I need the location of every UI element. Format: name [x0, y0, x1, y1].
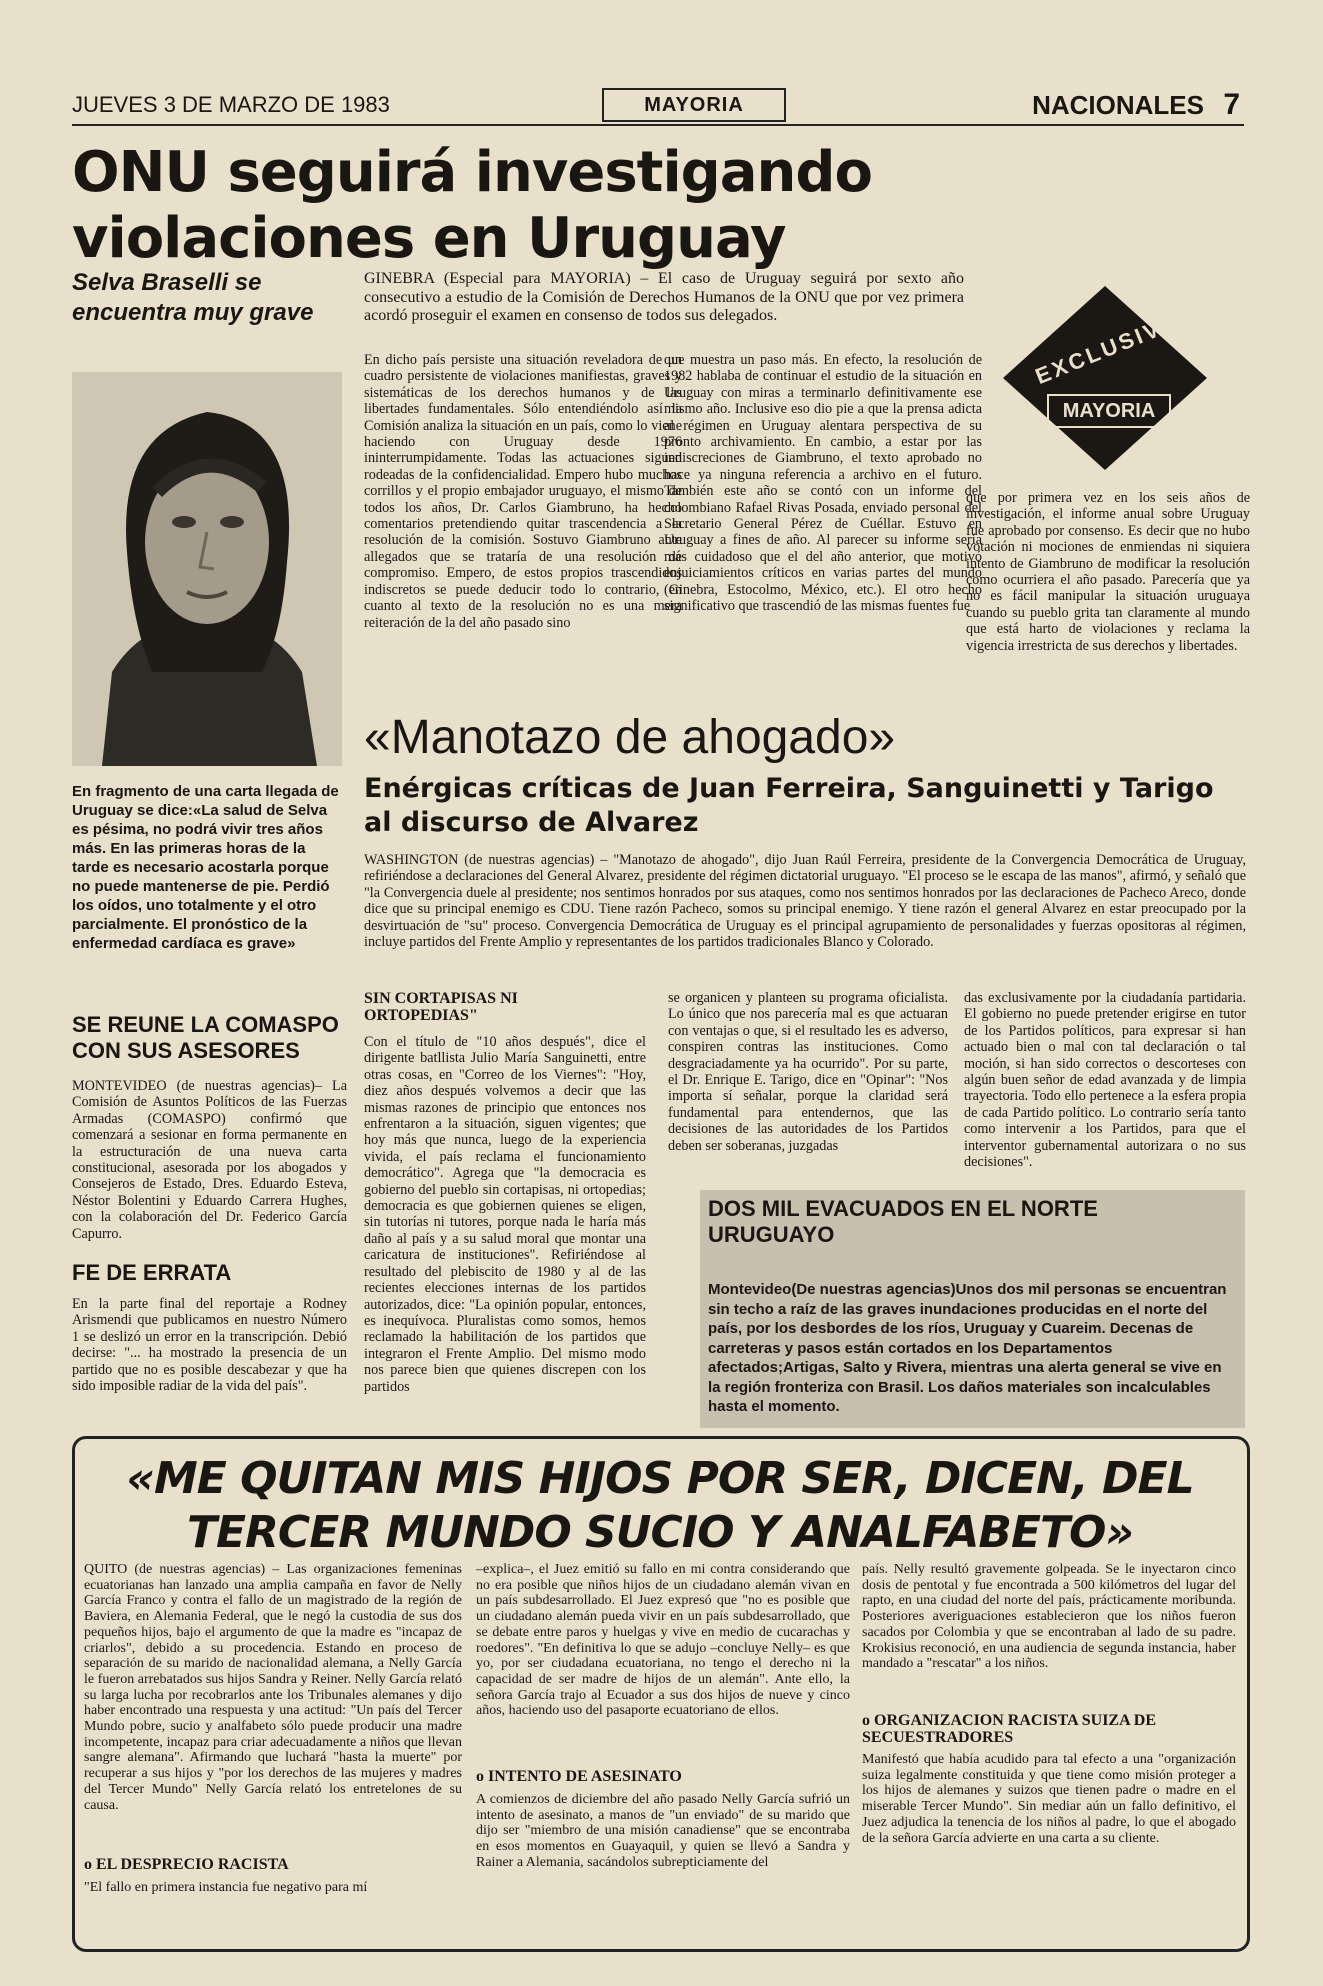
portrait-illustration — [72, 372, 342, 766]
comaspo-title: SE REUNE LA COMASPO CON SUS ASESORES — [72, 1012, 339, 1063]
evacuados-title: DOS MIL EVACUADOS EN EL NORTE URUGUAYO — [708, 1196, 1098, 1247]
manotazo-column-2: se organicen y planteen su programa oficialista. Lo único que nos parecería mal es que actuaran con ventajas o que, si el resultado les es adverso, conspiren contras las instituciones. Como desgraciadamente ya ha ocurrido". Por su parte, el Dr. Enrique E. Tarigo, dice en "Opinar": "Nos importa sí señalar, porque la claridad será fundamental para entendernos, que las decisiones de las autoridades de los Partidos deben ser soberanas, juzgadas — [668, 990, 948, 1154]
headline-line-1: ONU seguirá investigando — [72, 140, 872, 205]
hijos-column-1: QUITO (de nuestras agencias) – Las organizaciones femeninas ecuatorianas han lanzado una amplia campaña en favor de Nelly García Franco y contra el fallo de un magistrado de la región de Baviera, en Alemania Federal, que le negó la custodia de sus dos pequeños hijos, bajo el argumento de que la madre es "incapaz de criarlos", debido a su procedencia. Estando en proceso de separación de su marido de nacionalidad alemana, a Nelly García le fueron arrebatados sus hijos Sandra y Reiner. Nelly García relató su larga lucha por recobrarlos ante los Tribunales alemanes y dijo haber encontrado una respuesta y una actitud: "Un país del Tercer Mundo pobre, sucio y analfabeto sólo puede producir una madre incompetente, incapaz para criar adecuadamente a niños que llevan sangre alemana". Afirmando que luchará "hasta la muerte" por recuperar a sus hijos y "por los derechos de las mujeres y madres del Tercer Mundo" Nelly García relató los entretelones de su causa. — [84, 1562, 462, 1813]
onu-lead-paragraph: GINEBRA (Especial para MAYORIA) – El caso de Uruguay seguirá por sexto año consecutivo a estudio de la Comisión de Derechos Humanos de la ONU que por vez primera acordó proseguir el examen en consenso de todos sus delegados. — [364, 270, 964, 324]
evacuados-body: Montevideo(De nuestras agencias)Unos dos mil personas se encuentran sin techo a raíz de las graves inundaciones producidas en el norte del país, por los desbordes de los ríos, Uruguay y Cuareim. Decenas de carreteras y pasos están cortados en los Departamentos afectados;Artigas, Salto y Rivera, mientras una alerta general se vive en la región fronteriza con Brasil. Los daños materiales son incalculables hasta el momento. — [708, 1281, 1227, 1415]
manotazo-subhead: SIN CORTAPISAS NI ORTOPEDIAS" — [364, 990, 518, 1024]
hijos-subhead-3: o ORGANIZACION RACISTA SUIZA DE SECUESTRADORES — [862, 1712, 1156, 1746]
manotazo-subheadline: Enérgicas críticas de Juan Ferreira, Sanguinetti y Tarigo al discurso de Alvarez — [364, 773, 1214, 838]
hijos-headline: «ME QUITAN MIS HIJOS POR SER, DICEN, DEL TERCER MUNDO SUCIO Y ANALFABETO» — [126, 1453, 1194, 1558]
hijos-column-2b: A comienzos de diciembre del año pasado Nelly García sufrió un intento de asesinato, a manos de "un enviado" de su marido que dijo ser "miembro de una misión canadiense" que se encontraba en esos momentos en Guayaquil, y quien se llevó a Sandra y Rainer a Alemania, sacándolos subrepticiamente del — [476, 1792, 850, 1870]
photo-caption: En fragmento de una carta llegada de Uruguay se dice:«La salud de Selva es pésima, no podrá vivir tres años más. En las primeras horas de la tarde es necesario acostarla porque no puede mantenerse de pie. Perdió los oídos, uno totalmente y el otro parcialmente. El pronóstico de la enfermedad cardíaca es grave» — [72, 783, 339, 952]
headline-line-2: violaciones en Uruguay — [72, 206, 786, 271]
hijos-subhead-2: o INTENTO DE ASESINATO — [476, 1768, 682, 1785]
manotazo-headline: «Manotazo de ahogado» — [364, 711, 896, 764]
hijos-column-2: –explica–, el Juez emitió su fallo en mi contra considerando que no era posible que niños hijos de un ciudadano alemán vivan en un país subdesarrollado. El Juez expresó que "no es posible que un ciudadano alemán pueda vivir en un país subdesarrollado, que se debate entre paros y huelgas y vive en medio de cucarachas y roedores". "En definitiva lo que se adujo –concluye Nelly– es que yo, por ser ciudadana ecuatoriana, no tengo el derecho ni la capacidad de ser madre de hijos de un alemán". Ante ello, la señora García trajo al Ecuador a sus dos hijos de nueve y cinco años, haciendo uso del pasaporte ecuatoriano de ellos. — [476, 1562, 850, 1719]
exclusivo-badge — [995, 278, 1215, 478]
evacuados-box — [700, 1190, 1245, 1428]
hijos-column-3: país. Nelly resultó gravemente golpeada. Se le inyectaron cinco dosis de pentotal y fue encontrada a 500 kilómetros del lugar del rapto, en una ciudad del norte del país, prácticamente moribunda. Posteriores averiguaciones establecieron que los niños fueron sacados por Colombia y que se encontraban al lado de su padre. Krokisius reconoció, en una audiencia de segunda instancia, haber mandado a "rescatar" a los niños. — [862, 1562, 1236, 1672]
hijos-column-1b: "El fallo en primera instancia fue negativo para mí — [84, 1880, 368, 1895]
comaspo-body: MONTEVIDEO (de nuestras agencias)– La Comisión de Asuntos Políticos de las Fuerzas Armadas (COMASPO) confirmó que comenzará a sesionar en forma permanente en la estructuración de una nueva carta constitucional, asesorada por los abogados y Consejeros de Estado, Dres. Eduardo Esteva, Néstor Bolentini y Eduardo Carrera Hughes, con la colaboración del Dr. Federico García Capurro. — [72, 1078, 347, 1242]
exclusivo-label: EXCLUSIVO — [1031, 308, 1185, 389]
portrait-photo — [72, 372, 342, 766]
masthead-logo: MAYORIA — [602, 88, 786, 122]
onu-column-1: En dicho país persiste una situación reveladora de un cuadro persistente de violaciones manifiestas, graves y sistemáticas de los derechos humanos y de las libertades fundamentales. Sólo entendiéndolo así la Comisión analiza la situación en un país, como lo viene haciendo con Uruguay desde 1976 ininterrumpidamente. Todas las actuaciones siguen rodeadas de la confidencialidad. Empero hubo muchos corrillos y el propio embajador uruguayo, el mismo de todos los años, Dr. Carlos Giambruno, ha hecho comentarios pretendiendo quitar trascendencia a la resolución de la comisión. Sostuvo Giambruno ante allegados que se trataría de una resolución de compromiso. Empero, de estos propios trascendidos indiscretos se puede deducir todo lo contrario, en cuanto al texto de la resolución no es una mera reiteración de la del año pasado sino — [364, 352, 682, 631]
manotazo-lead: WASHINGTON (de nuestras agencias) – "Manotazo de ahogado", dijo Juan Raúl Ferreira, presidente de la Convergencia Democrática de Uruguay, refiriéndose a declaraciones del General Alvarez, presidente del régimen dictatorial uruguayo. "El proceso se le escapa de las manos", afirmó, y señaló que "la Convergencia duele al presidente; nos sentimos honrados por sus ataques, como nos sentimos honrados por las declaraciones de Pacheco Areco, donde dice que su principal enemigo es CDU. Tiene razón Pacheco, somos su principal enemigo. Y tiene razón el general Alvarez en estar preocupado por la desvirtuación de "su" proceso. Convergencia Democrática de Uruguay es el principal agrupamiento de personalidades y fuerzas opositoras al régimen, incluye partidos del Frente Amplio y representantes de los partidos tradicionales Blanco y Colorado. — [364, 852, 1246, 951]
page-number: 7 — [1223, 88, 1240, 121]
page-header — [72, 88, 1244, 126]
errata-title: FE DE ERRATA — [72, 1260, 232, 1285]
badge-logo: MAYORIA — [1047, 394, 1171, 428]
manotazo-column-1: Con el título de "10 años después", dice el dirigente batllista Julio María Sanguinetti, entre otras cosas, en "Correo de los Viernes": "Hoy, diez años después volvemos a decir que las mismas razones de principio que entonces nos enfrentaron a la situación, siguen vigentes; que hoy más que nunca, luego de la experiencia vivida, el país reclama el funcionamiento democrático". Agrega que "la democracia es gobierno del pueblo sin cortapisas, ni ortopedias; democracia es que gobiernen quienes se eligen, sin tutorías ni tutores, porque nada le haría más daño al país y a su salud moral que montar una caricatura de instituciones". Refiriéndose al resultado del plebiscito de 1980 y al de las recientes elecciones internas de los partidos autorizados, dice: "La opinión popular, entonces, es inequívoca. Pluralistas como somos, hemos reclamado la habilitación de los partidos que integraron el Frente Amplio. Del mismo modo nos parece bien que quienes discrepen con los partidos — [364, 1034, 646, 1395]
onu-column-2: que muestra un paso más. En efecto, la resolución de 1982 hablaba de continuar el estudio de la situación en Uruguay con miras a terminarlo definitivamente ese mismo año. Inclusive eso dio pie a que la prensa adicta al régimen en Uruguay alentara perspectiva de su pronto archivamiento. En cambio, a estar por las indiscreciones de Giambruno, el texto aprobado no hace ya ninguna referencia a archivo en el futuro. También este año se contó con un informe del colombiano Rafael Rivas Posada, enviado personal del Secretario General Pérez de Cuéllar. Estuvo en Uruguay a fines de año. Al parecer su informe sería más cuidadoso que el del año anterior, que motivó enjuiciamientos críticos en varias partes del mundo (Ginebra, Estocolmo, México, etc.). El otro hecho significativo que trascendió de las mismas fuentes fue — [664, 352, 982, 615]
errata-body: En la parte final del reportaje a Rodney Arismendi que publicamos en nuestro Número 1 se deslizó un error en la transcripción. Debió decirse: "... ha mostrado la presencia de un partido que no es posible descabezar y que ha sido imposible radiar de la vida del país". — [72, 1296, 347, 1395]
hijos-subhead-1: o EL DESPRECIO RACISTA — [84, 1856, 289, 1873]
kicker: Selva Braselli se encuentra muy grave — [72, 269, 314, 326]
manotazo-column-3: das exclusivamente por la ciudadanía partidaria. El gobierno no puede pretender erigirse en tutor de los Partidos políticos, para expresar si han actuado bien o mal con tal declaración o tal moción, si han sido correctos o descorteses con algún buen señor de edad avanzada y de limpia trayectoria. Todo ello pertenece a la esfera propia de cada Partido político. Lo contrario sería tanto como intervenir a los Partidos, para que el interventor gubernamental autorizara o no sus decisiones". — [964, 990, 1246, 1171]
onu-column-3: que por primera vez en los seis años de investigación, el informe anual sobre Uruguay fue aprobado por consenso. Es decir que no hubo votación ni mociones de enmiendas ni siquiera intento de Giambruno de modificar la resolución como ocurriera el año pasado. Parecería que ya no es fácil manipular la situación uruguaya cuando su pueblo grita tan claramente al mundo que está harto de violaciones y reclama la vigencia irrestricta de sus derechos y libertades. — [966, 490, 1250, 654]
main-headline — [72, 140, 1252, 272]
issue-date: JUEVES 3 DE MARZO DE 1983 — [72, 92, 390, 117]
section-name: NACIONALES — [1032, 90, 1204, 120]
hijos-column-3b: Manifestó que había acudido para tal efecto a una "organización suiza legalmente constituida y que tiene como misión proteger a los hijos de alemanes y suizos que tienen padre o madre en el miserable Tercer Mundo". Sin mediar aún un fallo definitivo, el Juez adjudica la tenencia de los niños al padre, lo que el abogado de la señora García advierte en una carta a su cliente. — [862, 1752, 1236, 1846]
